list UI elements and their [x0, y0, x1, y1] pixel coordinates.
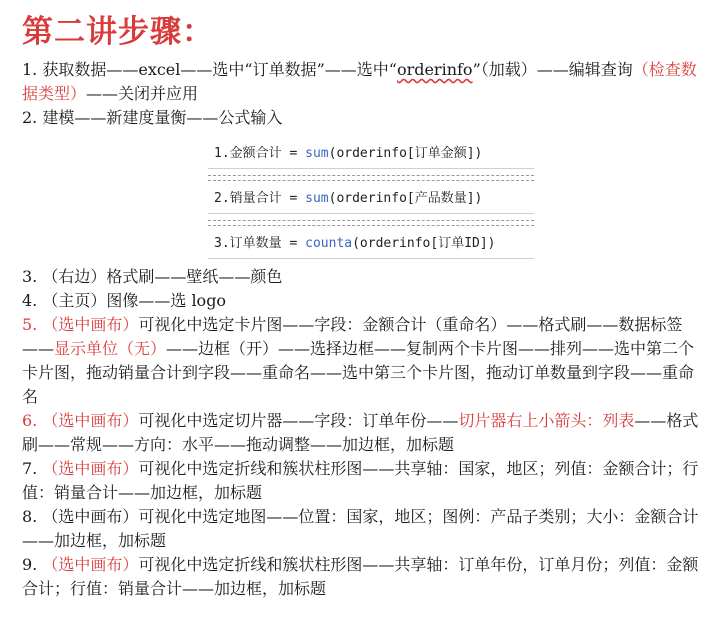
formula-2-function: sum: [305, 191, 329, 206]
step-3: 3. （右边）格式刷——壁纸——颜色: [22, 267, 283, 286]
step-5-text-c: ——边框（开）——选择边框——复制两个卡片图——排列——选中第二个卡片图，拖动销量合计到字段——重命名——选中第三个卡片图，拖动订单数量到字段——重命名: [22, 339, 695, 406]
step-1-text-c: ”（加载）——编辑查询: [472, 60, 633, 79]
formula-box: [208, 140, 534, 259]
step-5-number: 5.: [22, 315, 43, 334]
formula-separator: [208, 175, 534, 181]
step-9-text: 可视化中选定折线和簇状柱形图——共享轴：订单年份，订单月份；列值：金额合计；行值：销量合计——加边框，加标题: [22, 555, 699, 598]
formula-3-args: (orderinfo[订单ID]): [352, 236, 496, 251]
formula-3-head: 3.订单数量 =: [214, 236, 306, 251]
formula-1-head: 1.金额合计 =: [214, 146, 306, 161]
step-9: [22, 553, 702, 601]
step-9-select-canvas: （选中画布）: [42, 555, 139, 574]
formula-line-3: [208, 230, 534, 259]
step-6-select-canvas: （选中画布）: [42, 411, 139, 430]
step-7-number: 7.: [22, 459, 43, 478]
step-6-number: 6.: [22, 411, 43, 430]
step-1-highlight: （检查数据类型）: [22, 60, 697, 103]
step-1-text-e: ——关闭并应用: [86, 84, 199, 103]
step-5: [22, 313, 702, 409]
step-6: [22, 409, 702, 457]
step-7-text: 可视化中选定折线和簇状柱形图——共享轴：国家，地区；列值：金额合计；行值：销量合计——加边框，加标题: [22, 459, 699, 502]
step-1: [22, 58, 702, 106]
step-1-orderinfo: orderinfo: [396, 60, 473, 79]
formula-1-function: sum: [305, 146, 329, 161]
step-5-text-a: 可视化中选定卡片图——字段：金额合计（重命名）——格式刷——数据标签——: [22, 315, 683, 358]
step-6-text-a: 可视化中选定切片器——字段：订单年份——: [138, 411, 459, 430]
steps-body: [22, 58, 702, 601]
step-7-select-canvas: （选中画布）: [42, 459, 139, 478]
step-7: [22, 457, 702, 505]
formula-line-1: [208, 140, 534, 169]
step-4: 4. （主页）图像——选 logo: [22, 291, 227, 310]
formula-2-head: 2.销量合计 =: [214, 191, 306, 206]
step-1-text-a: 1. 获取数据——excel——选中“订单数据”——选中“: [22, 60, 397, 79]
step-8: 8. （选中画布）可视化中选定地图——位置：国家，地区；图例：产品子类别；大小：金额合计——加边框，加标题: [22, 507, 699, 550]
step-6-highlight: 切片器右上小箭头：列表: [458, 411, 635, 430]
step-9-number: 9.: [22, 555, 43, 574]
formula-separator: [208, 220, 534, 226]
step-5-highlight: 显示单位（无）: [54, 339, 167, 358]
formula-2-args: (orderinfo[产品数量]): [328, 191, 483, 206]
step-5-select-canvas: （选中画布）: [42, 315, 139, 334]
step-2: 2. 建模——新建度量衡——公式输入: [22, 108, 283, 127]
formula-3-function: counta: [305, 236, 353, 251]
page-title: 第二讲步骤：: [22, 14, 214, 50]
step-6-text-c: ——格式刷——常规——方向：水平——拖动调整——加边框，加标题: [22, 411, 699, 454]
formula-1-args: (orderinfo[订单金额]): [328, 146, 483, 161]
formula-line-2: [208, 185, 534, 214]
